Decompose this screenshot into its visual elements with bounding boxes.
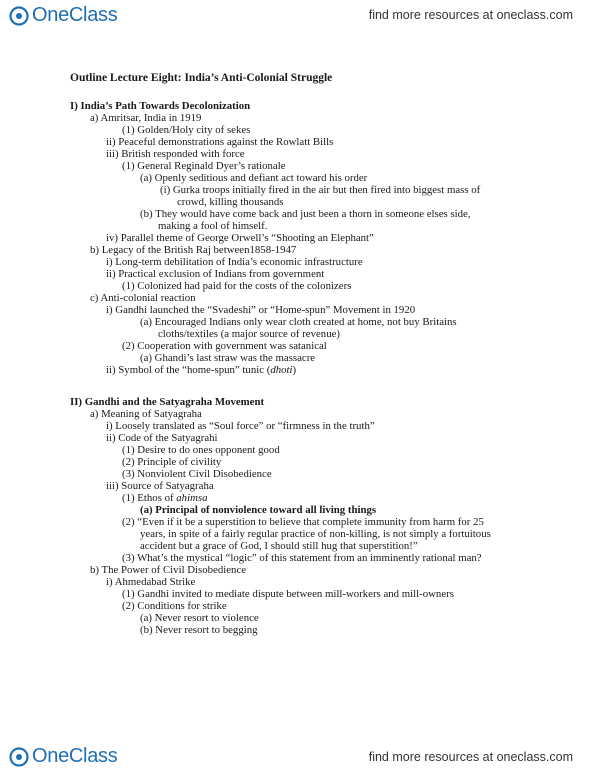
outline-line <box>106 364 296 376</box>
outline-line: (a) Openly seditious and defiant act toward his order <box>140 172 368 184</box>
outline-line: (b) They would have come back and just been a thorn in someone elses side, <box>140 208 471 220</box>
outline-line: (2) Conditions for strike <box>122 600 227 612</box>
outline-line: (1) Desire to do ones opponent good <box>122 444 280 456</box>
outline-line: b) The Power of Civil Disobedience <box>90 564 247 576</box>
outline-line: ii) Practical exclusion of Indians from government <box>106 268 325 280</box>
outline-line: iv) Parallel theme of George Orwell’s “Shooting an Elephant” <box>106 232 374 244</box>
outline-line: (2) “Even if it be a superstition to believe that complete immunity from harm for 25 <box>122 516 484 528</box>
outline-line: (a) Never resort to violence <box>140 612 259 624</box>
logo-text: OneClass <box>32 4 118 26</box>
outline-line: ii) Code of the Satyagrahi <box>106 432 218 444</box>
outline-line: a) Meaning of Satyagraha <box>90 408 202 420</box>
outline-line: I) India’s Path Towards Decolonization <box>70 100 251 112</box>
oneclass-footer-logo[interactable] <box>8 745 117 768</box>
page-title: Outline Lecture Eight: India’s Anti-Colonial Struggle <box>70 72 333 84</box>
outline-line: iii) Source of Satyagraha <box>106 480 214 492</box>
outline-line: cloths/textiles (a major source of revenue) <box>158 328 340 340</box>
line-text: (1) Ethos of <box>122 492 177 504</box>
outline-line: (1) Golden/Holy city of sekes <box>122 124 251 136</box>
italic-term: ahimsa <box>176 492 208 504</box>
page-header <box>0 0 595 38</box>
outline-line: (3) Nonviolent Civil Disobedience <box>122 468 272 480</box>
outline-line: (a) Ghandi’s last straw was the massacre <box>140 352 316 364</box>
line-text: ) <box>292 364 297 376</box>
oneclass-logo-icon <box>8 5 30 27</box>
outline-line <box>140 504 376 516</box>
outline-line: b) Legacy of the British Raj between1858-1947 <box>90 244 297 256</box>
outline-line: i) Ahmedabad Strike <box>106 576 196 588</box>
oneclass-logo[interactable] <box>8 4 117 27</box>
outline-line: years, in spite of a fairly regular practice of non-killing, is not simply a fortuitous <box>140 528 491 540</box>
outline-line: (a) Encouraged Indians only wear cloth created at home, not buy Britains <box>140 316 457 328</box>
outline-line <box>122 492 207 504</box>
outline-line: i) Gandhi launched the “Svadeshi” or “Home-spun” Movement in 1920 <box>106 304 416 316</box>
outline-line: (i) Gurka troops initially fired in the air but then fired into biggest mass of <box>160 184 481 196</box>
oneclass-logo-icon <box>8 746 30 768</box>
bold-term: all living things <box>305 504 377 516</box>
outline-line: (3) What’s the mystical “logic” of this statement from an imminently rational man? <box>122 552 482 564</box>
outline-line: a) Amritsar, India in 1919 <box>90 112 202 124</box>
line-text: (a) Principal of nonviolence toward <box>140 504 306 516</box>
outline-line: II) Gandhi and the Satyagraha Movement <box>70 396 265 408</box>
find-more-resources-link[interactable]: find more resources at oneclass.com <box>368 8 573 22</box>
outline-line: c) Anti-colonial reaction <box>90 292 196 304</box>
italic-term: dhoti <box>270 364 293 376</box>
outline-line: crowd, killing thousands <box>177 196 284 208</box>
outline-line: (2) Principle of civility <box>122 456 222 468</box>
find-more-resources-footer-link[interactable]: find more resources at oneclass.com <box>368 750 573 764</box>
outline-line: (b) Never resort to begging <box>140 624 258 636</box>
outline-line: (1) Gandhi invited to mediate dispute between mill-workers and mill-owners <box>122 588 454 600</box>
outline-line: iii) British responded with force <box>106 148 245 160</box>
line-text: ii) Symbol of the “home-spun” tunic ( <box>106 364 271 376</box>
logo-text: OneClass <box>32 745 118 767</box>
outline-line: i) Long-term debilitation of India’s economic infrastructure <box>106 256 363 268</box>
outline-line: ii) Peaceful demonstrations against the Rowlatt Bills <box>106 136 334 148</box>
outline-line: i) Loosely translated as “Soul force” or “firmness in the truth” <box>106 420 375 432</box>
outline-line: (2) Cooperation with government was satanical <box>122 340 327 352</box>
outline-line: (1) Colonized had paid for the costs of the colonizers <box>122 280 352 292</box>
outline-line: accident but a grace of God, I should still hug that superstition!” <box>140 540 418 552</box>
outline-line: making a fool of himself. <box>158 220 268 232</box>
outline-line: (1) General Reginald Dyer’s rationale <box>122 160 286 172</box>
